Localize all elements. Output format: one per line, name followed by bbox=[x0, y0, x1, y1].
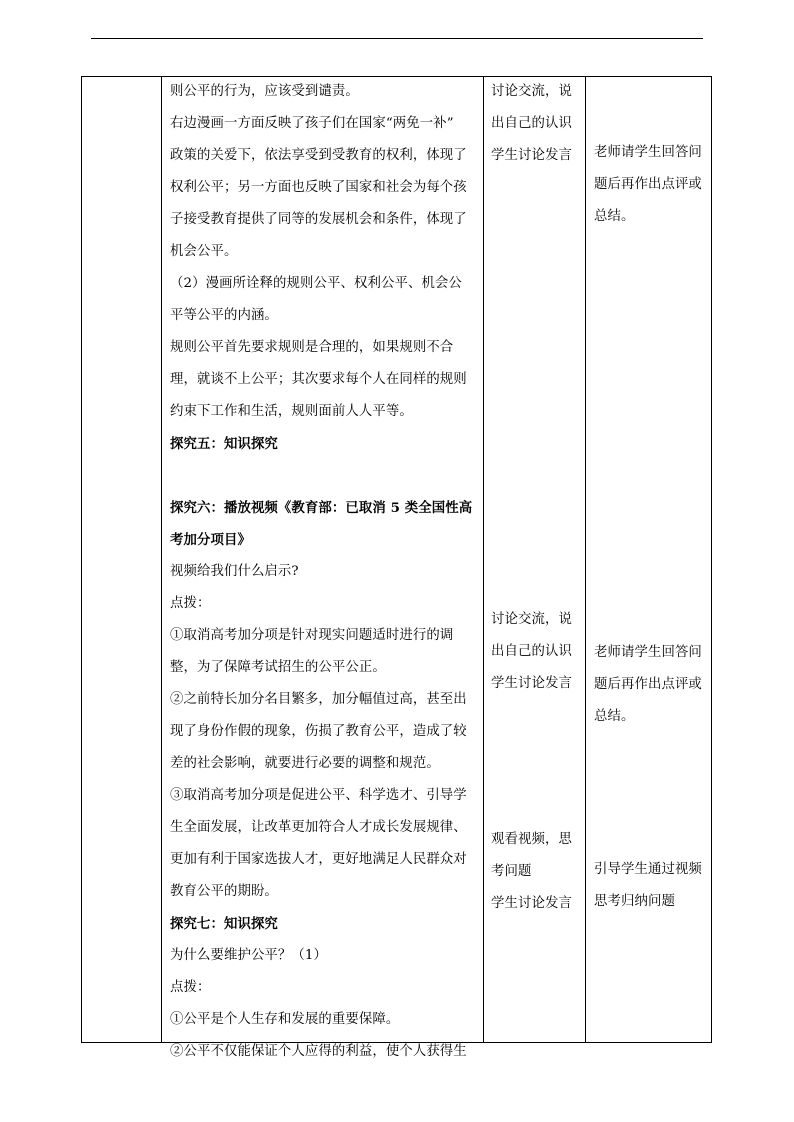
content-line: 子接受教育提供了同等的发展机会和条件，体现了 bbox=[170, 212, 467, 227]
section-heading: 探究五：知识探究 bbox=[170, 436, 278, 452]
student-activity-line: 学生讨论发言 bbox=[491, 148, 572, 163]
content-line: 约束下工作和生活，规则面前人人平等。 bbox=[170, 404, 413, 419]
teacher-guidance-line: 思考归纳问题 bbox=[594, 894, 675, 909]
teacher-guidance-line: 老师请学生回答问 bbox=[594, 645, 702, 660]
content-line: 教育公平的期盼。 bbox=[170, 884, 278, 899]
teacher-guidance-line: 总结。 bbox=[594, 209, 635, 224]
column-divider-3 bbox=[585, 76, 586, 1043]
teacher-guidance-line: 引导学生通过视频 bbox=[594, 862, 702, 877]
student-activity-block-3 bbox=[491, 824, 583, 920]
content-line: 为什么要维护公平？（1） bbox=[170, 948, 328, 963]
student-activity-line: 学生讨论发言 bbox=[491, 676, 572, 691]
column-divider-1 bbox=[161, 76, 162, 1043]
student-activity-line: 出自己的认识 bbox=[491, 116, 572, 131]
content-line: 右边漫画一方面反映了孩子们在国家“两免一补” bbox=[170, 116, 454, 131]
content-line: ①公平是个人生存和发展的重要保障。 bbox=[170, 1012, 400, 1027]
content-line bbox=[170, 460, 478, 492]
teacher-guidance-block-2 bbox=[594, 637, 708, 733]
content-line: 点拨： bbox=[170, 596, 211, 611]
content-line: ②公平不仅能保证个人应得的利益，使个人获得生 bbox=[170, 1044, 467, 1059]
teacher-guidance-line: 老师请学生回答问 bbox=[594, 145, 702, 160]
student-activity-block-2 bbox=[491, 604, 583, 700]
teacher-guidance-line: 题后再作出点评或 bbox=[594, 677, 702, 692]
student-activity-line: 讨论交流，说 bbox=[491, 84, 572, 99]
header-rule bbox=[91, 38, 703, 39]
section-heading: 探究六：播放视频《教育部：已取消 5 类全国性高 bbox=[170, 500, 473, 516]
content-line: 权利公平；另一方面也反映了国家和社会为每个孩 bbox=[170, 180, 467, 195]
content-line: ②之前特长加分名目繁多，加分幅值过高，甚至出 bbox=[170, 692, 467, 707]
student-activity-block-1 bbox=[491, 76, 583, 172]
content-line: 政策的关爱下，依法享受到受教育的权利，体现了 bbox=[170, 148, 467, 163]
content-line: 则公平的行为，应该受到谴责。 bbox=[170, 84, 359, 99]
teacher-guidance-line: 题后再作出点评或 bbox=[594, 177, 702, 192]
section-heading: 考加分项目》 bbox=[170, 532, 251, 548]
content-line: ①取消高考加分项是针对现实问题适时进行的调 bbox=[170, 628, 454, 643]
content-line: 更加有利于国家选拔人才，更好地满足人民群众对 bbox=[170, 852, 467, 867]
content-line: 平等公平的内涵。 bbox=[170, 308, 278, 323]
student-activity-line: 观看视频，思 bbox=[491, 832, 572, 847]
teacher-guidance-block-3 bbox=[594, 854, 708, 918]
teacher-guidance-line: 总结。 bbox=[594, 709, 635, 724]
content-line: ③取消高考加分项是促进公平、科学选才、引导学 bbox=[170, 788, 467, 803]
teacher-guidance-block-1 bbox=[594, 137, 708, 233]
content-line: 理，就谈不上公平；其次要求每个人在同样的规则 bbox=[170, 372, 467, 387]
content-line: 视频给我们什么启示? bbox=[170, 564, 299, 579]
section-heading: 探究七：知识探究 bbox=[170, 916, 278, 932]
content-line: 机会公平。 bbox=[170, 244, 238, 259]
content-line: 差的社会影响，就要进行必要的调整和规范。 bbox=[170, 756, 440, 771]
content-line: 整，为了保障考试招生的公平公正。 bbox=[170, 660, 386, 675]
student-activity-line: 出自己的认识 bbox=[491, 644, 572, 659]
student-activity-line: 考问题 bbox=[491, 864, 532, 879]
content-line: 生全面发展，让改革更加符合人才成长发展规律、 bbox=[170, 820, 467, 835]
column-divider-2 bbox=[483, 76, 484, 1043]
student-activity-line: 讨论交流，说 bbox=[491, 612, 572, 627]
teaching-content-cell bbox=[170, 76, 478, 1068]
student-activity-line: 学生讨论发言 bbox=[491, 896, 572, 911]
content-line: 点拨： bbox=[170, 980, 211, 995]
content-line: 现了身份作假的现象，伤损了教育公平，造成了较 bbox=[170, 724, 467, 739]
content-line: 规则公平首先要求规则是合理的，如果规则不合 bbox=[170, 340, 454, 355]
content-line: （2）漫画所诠释的规则公平、权利公平、机会公 bbox=[170, 276, 462, 291]
